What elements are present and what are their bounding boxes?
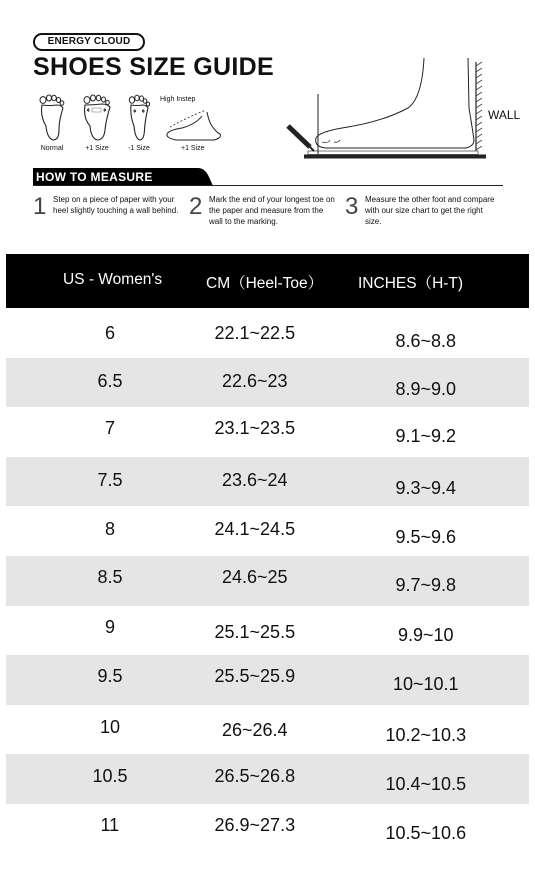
cell-us-size: 6.5 bbox=[97, 370, 123, 391]
size-table bbox=[6, 254, 529, 854]
table-row bbox=[6, 506, 529, 556]
table-row bbox=[6, 407, 529, 457]
page-title: SHOES SIZE GUIDE bbox=[33, 53, 274, 81]
cell-inches: 9.7~9.8 bbox=[395, 574, 457, 595]
pencil-icon bbox=[288, 126, 314, 151]
cell-inches: 9.9~10 bbox=[398, 624, 454, 645]
howto-header bbox=[33, 168, 213, 186]
column-header-us-womens: US - Women's bbox=[63, 271, 163, 288]
cell-cm: 24.1~24.5 bbox=[214, 519, 296, 540]
wide-foot-icon bbox=[82, 94, 112, 142]
cell-cm: 25.5~25.9 bbox=[214, 666, 296, 687]
cell-us-size: 6 bbox=[105, 323, 116, 343]
cell-cm: 24.6~25 bbox=[222, 566, 288, 587]
foot-type-normal bbox=[34, 94, 70, 152]
cell-inches: 8.9~9.0 bbox=[395, 378, 457, 399]
table-row bbox=[6, 358, 529, 408]
cell-cm: 22.1~22.5 bbox=[214, 323, 296, 343]
narrow-foot-icon bbox=[124, 94, 154, 142]
cell-inches: 10.5~10.6 bbox=[385, 822, 467, 843]
cell-cm: 25.1~25.5 bbox=[214, 621, 296, 642]
foot-type-narrow bbox=[122, 94, 156, 152]
wall-label: WALL bbox=[488, 108, 521, 122]
cell-inches: 9.1~9.2 bbox=[395, 426, 457, 447]
table-row bbox=[6, 705, 529, 755]
cell-inches: 10~10.1 bbox=[393, 674, 459, 695]
cell-inches: 10.2~10.3 bbox=[385, 724, 467, 745]
foot-type-label: Normal bbox=[40, 145, 64, 152]
cell-us-size: 10.5 bbox=[92, 766, 128, 787]
cell-inches: 10.4~10.5 bbox=[385, 774, 467, 795]
cell-us-size: 8 bbox=[105, 519, 116, 540]
cell-cm: 26.9~27.3 bbox=[214, 814, 296, 835]
cell-us-size: 7 bbox=[105, 418, 116, 439]
wall-icon bbox=[476, 62, 482, 154]
step-text: Measure the other foot and compare with our size chart to get the right size. bbox=[365, 195, 495, 226]
table-body bbox=[6, 308, 529, 854]
cell-cm: 26.5~26.8 bbox=[214, 766, 296, 787]
table-row bbox=[6, 308, 529, 358]
foot-type-high-instep bbox=[160, 96, 230, 158]
column-header-cm: CM（Heel-Toe） bbox=[206, 275, 324, 292]
cell-inches: 9.3~9.4 bbox=[395, 477, 457, 498]
instep-label: +1 Size bbox=[181, 145, 205, 152]
cell-inches: 9.5~9.6 bbox=[395, 527, 457, 548]
table-row bbox=[6, 754, 529, 804]
table-row bbox=[6, 804, 529, 854]
foot-type-wide bbox=[80, 94, 114, 152]
howto-title: HOW TO MEASURE bbox=[36, 170, 153, 184]
table-row bbox=[6, 655, 529, 705]
step-number: 1 bbox=[33, 193, 47, 220]
high-instep-foot-icon bbox=[162, 108, 230, 144]
step-number: 3 bbox=[345, 193, 359, 220]
step-text: Step on a piece of paper with your heel slightly touching a wall behind. bbox=[53, 195, 179, 215]
brand-logo: ENERGY CLOUD bbox=[33, 33, 145, 51]
cell-us-size: 9.5 bbox=[97, 666, 123, 687]
cell-cm: 23.1~23.5 bbox=[214, 418, 296, 439]
measuring-diagram bbox=[282, 58, 517, 168]
cell-us-size: 8.5 bbox=[97, 566, 123, 587]
table-row bbox=[6, 556, 529, 606]
normal-foot-icon bbox=[37, 94, 67, 142]
cell-us-size: 11 bbox=[100, 814, 120, 835]
cell-us-size: 10 bbox=[100, 716, 121, 737]
table-row bbox=[6, 606, 529, 656]
step-number: 2 bbox=[189, 193, 203, 220]
foot-type-label: -1 Size bbox=[128, 145, 150, 152]
cell-inches: 8.6~8.8 bbox=[395, 331, 457, 351]
cell-us-size: 9 bbox=[105, 616, 116, 637]
column-header-inches: INCHES（H-T) bbox=[358, 275, 464, 292]
foot-type-label: +1 Size bbox=[85, 145, 109, 152]
leg-foot-icon bbox=[316, 58, 474, 148]
table-header bbox=[6, 254, 529, 308]
instep-caption: High Instep bbox=[160, 96, 196, 103]
table-row bbox=[6, 457, 529, 507]
cell-us-size: 7.5 bbox=[97, 469, 123, 490]
step-text: Mark the end of your longest toe on the paper and measure from the wall to the marking. bbox=[209, 195, 335, 226]
paper-icon bbox=[304, 151, 486, 159]
cell-cm: 26~26.4 bbox=[222, 719, 288, 740]
cell-cm: 23.6~24 bbox=[222, 469, 288, 490]
cell-cm: 22.6~23 bbox=[222, 370, 288, 391]
